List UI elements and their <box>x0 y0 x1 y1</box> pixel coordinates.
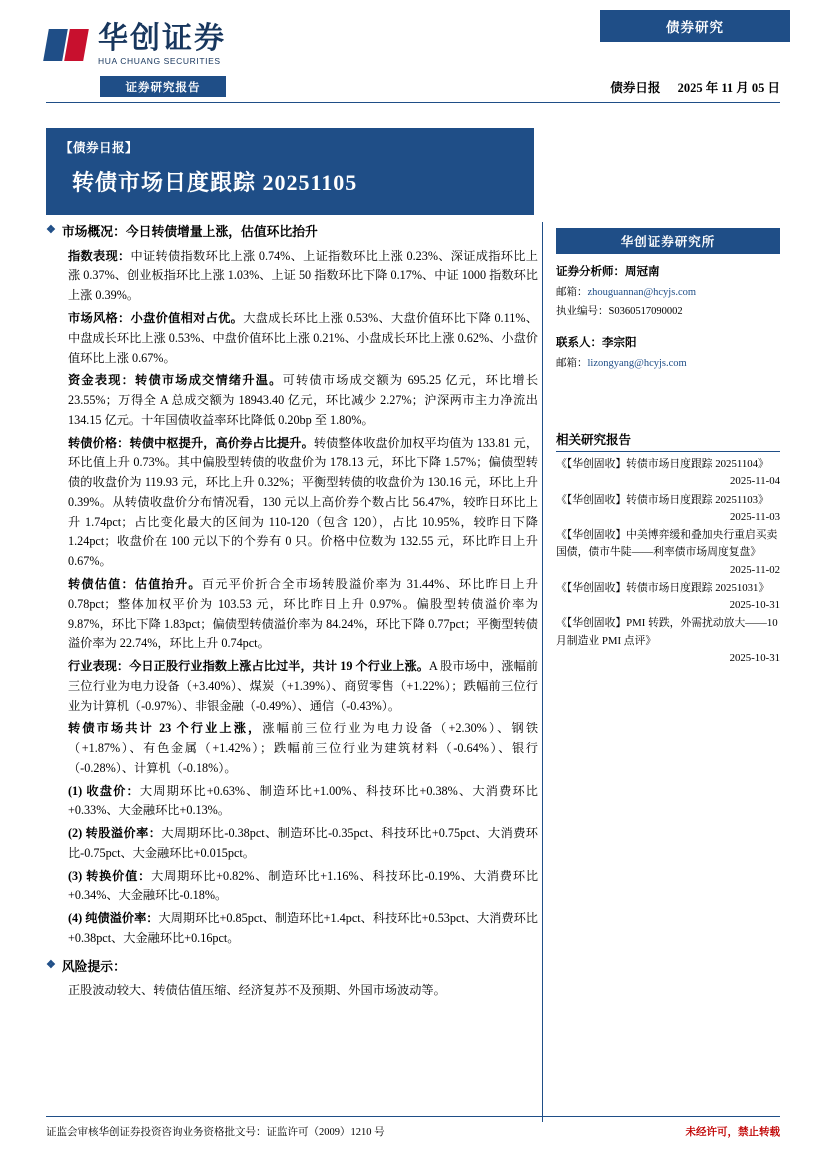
list-item[interactable] <box>556 580 780 615</box>
paragraph-text: A 股市场中，涨幅前三位行业为电力设备（+3.40%）、煤炭（+1.39%）、商贸零售（+1.22%）；跌幅前三位行业为计算机（-0.97%）、非银金融（-0.49%）、通信（-0.43%）。 <box>68 659 538 713</box>
paragraph-text: 大盘成长环比上涨 0.53%、大盘价值环比下降 0.11%、中盘成长环比上涨 0.53%、中盘价值环比上涨 0.21%、小盘成长环比上涨 0.62%、小盘价值环比上涨 0.67%。 <box>68 311 538 365</box>
paragraph-text: 百元平价折合全市场转股溢价率为 31.44%、环比昨日上升 0.78pct；整体加权平价为 103.53 元，环比昨日上升 0.97%。偏股型转债溢价率为 9.87%，环比下降 1.83pct；偏债型转债溢价率为 84.24%，环比下降 0.77pct；平衡型转债溢价率为 22.74%，环比上升 0.74pct。 <box>68 576 539 651</box>
page-title: 转债市场日度跟踪 20251105 <box>72 170 358 195</box>
section-heading-risk <box>46 957 538 978</box>
related-reports-list <box>556 456 780 668</box>
footer <box>46 1124 780 1139</box>
list-item[interactable] <box>556 615 780 667</box>
title-kicker: 【债券日报】 <box>60 141 139 155</box>
report-type-tag: 证券研究报告 <box>100 76 226 97</box>
related-report-title[interactable]: 《【华创固收】转债市场日度跟踪 20251104》 <box>556 458 769 470</box>
paragraph-item-pure-bond-premium <box>46 909 538 949</box>
analyst-email-label: 邮箱： <box>556 287 588 299</box>
logo-mark-icon <box>46 25 90 65</box>
paragraph-text: 大周期环比+0.85pct、制造环比+1.4pct、科技环比+0.53pct、大消费环比+0.38pct、大金融环比+0.16pct。 <box>68 911 538 945</box>
header-divider <box>46 102 780 103</box>
footer-divider <box>46 1116 780 1117</box>
paragraph-text: 可转债市场成交额为 695.25 亿元，环比增长 23.55%；万得全 A 总成交额为 18943.40 亿元，环比减少 2.27%；沪深两市主力净流出 134.15 亿元。十年国债收益率环比降低 0.20bp 至 1.80%。 <box>68 373 539 427</box>
analyst-license-label: 执业编号： <box>556 305 609 317</box>
list-item[interactable] <box>556 456 780 491</box>
header-category-tab: 债券研究 <box>600 10 790 42</box>
paragraph-industry-gainers <box>46 719 538 778</box>
paragraph-industry-performance <box>46 657 538 716</box>
header-doc-meta <box>596 78 780 96</box>
related-report-title[interactable]: 《【华创固收】转债市场日度跟踪 20251103》 <box>556 493 769 506</box>
title-band <box>46 128 534 215</box>
footer-license-text: 证监会审核华创证券投资咨询业务资格批文号：证监许可（2009）1210 号 <box>46 1127 385 1138</box>
paragraph-market-style <box>46 309 538 368</box>
contact-name: 联系人：李宗阳 <box>556 336 637 349</box>
paragraph-label: 转债市场共计 23 个行业上涨， <box>68 721 263 736</box>
diamond-bullet-icon: ❖ <box>46 224 56 236</box>
analyst-email-value[interactable]: zhouguannan@hcyjs.com <box>587 287 697 299</box>
list-item[interactable] <box>556 527 780 579</box>
paragraph-risk-text: 正股波动较大、转债估值压缩、经济复苏不及预期、外国市场波动等。 <box>68 983 446 998</box>
related-report-title[interactable]: 《【华创固收】PMI 转跌，外需扰动放大——10 月制造业 PMI 点评》 <box>556 617 778 647</box>
header-doc-type: 债券日报 <box>610 81 661 95</box>
logo-company-name-en: HUA CHUANG SECURITIES <box>98 56 221 66</box>
company-logo <box>46 24 226 66</box>
paragraph-item-conversion-premium <box>46 824 538 864</box>
risk-heading-text: 风险提示： <box>61 959 126 974</box>
logo-company-name-cn: 华创证券 <box>98 22 226 55</box>
paragraph-text: 转债整体收盘价加权平均值为 133.81 元，环比值上升 0.73%。其中偏股型转债的收盘价为 178.13 元，环比下降 1.57%；偏债型转债的收盘价为 119.93 元，环比上升 0.32%；平衡型转债的收盘价为 130.16 元，环比上升 0.39%。从转债收盘价分布情况看，130 元以上高价券个数占比 56.47%，较昨日环比上升 1.74pct；占比变化最大的区间为 110-120（包含 120），占比 10.95%，较昨日下降 1.24pct；收盘价在 100 元以下的个券有 0 只。价格中位数为 132.55 元，环比昨日上升 0.67%。 <box>68 435 539 569</box>
paragraph-convertible-price <box>46 434 538 572</box>
related-report-date: 2025-10-31 <box>729 599 780 612</box>
related-report-date: 2025-11-02 <box>730 563 780 576</box>
paragraph-label: 市场风格：小盘价值相对占优。 <box>68 311 244 326</box>
column-divider <box>542 222 543 1122</box>
analyst-name: 证券分析师：周冠南 <box>556 266 660 278</box>
paragraph-capital-performance <box>46 371 538 430</box>
main-content <box>46 222 538 1004</box>
section-heading-market-overview <box>46 222 538 243</box>
paragraph-label: 指数表现： <box>68 248 131 263</box>
paragraph-text: 中证转债指数环比上涨 0.74%、上证指数环比上涨 0.23%、深证成指环比上涨 0.37%、创业板指环比上涨 1.03%、上证 50 指数环比下降 0.17%、中证 1000 指数环比上涨 0.39%。 <box>68 248 538 303</box>
paragraph-item-close-price <box>46 782 538 822</box>
analyst-info-block <box>556 262 780 373</box>
contact-email-row <box>556 355 780 373</box>
section-heading-text: 市场概况：今日转债增量上涨，估值环比抬升 <box>61 225 318 239</box>
paragraph-label: (2) 转股溢价率： <box>68 826 162 841</box>
header-doc-date: 2025 年 11 月 05 日 <box>677 81 780 95</box>
analyst-email-row <box>556 284 780 302</box>
paragraph-label: (4) 纯债溢价率： <box>68 911 159 926</box>
analyst-license-value: S0360517090002 <box>608 305 683 317</box>
paragraph-text: 大周期环比-0.38pct、制造环比-0.35pct、科技环比+0.75pct、大消费环比-0.75pct、大金融环比+0.015pct。 <box>68 826 538 860</box>
paragraph-text: 大周期环比+0.63%、制造环比+1.00%、科技环比+0.38%、大消费环比+0.33%、大金融环比+0.13%。 <box>68 783 538 818</box>
paragraph-text: 大周期环比+0.82%、制造环比+1.16%、科技环比-0.19%、大消费环比+0.34%、大金融环比-0.18%。 <box>68 868 539 903</box>
footer-copyright-text: 未经许可，禁止转载 <box>685 1127 780 1138</box>
related-report-title[interactable]: 《【华创固收】中美博弈缓和叠加央行重启买卖国债，债市牛陡——利率债市场周度复盘》 <box>556 529 778 559</box>
paragraph-item-conversion-value <box>46 867 538 907</box>
diamond-bullet-icon: ❖ <box>46 958 56 971</box>
contact-email-label: 邮箱： <box>556 358 588 369</box>
paragraph-label: (3) 转换价值： <box>68 868 152 883</box>
list-item[interactable] <box>556 492 780 527</box>
analyst-license-row <box>556 303 780 321</box>
paragraph-label: 转债估值：估值抬升。 <box>68 576 202 591</box>
paragraph-label: 转债价格：转债中枢提升，高价券占比提升。 <box>68 435 314 450</box>
related-report-date: 2025-11-04 <box>730 475 780 488</box>
paragraph-valuation <box>46 575 538 654</box>
paragraph-label: (1) 收盘价： <box>68 783 140 798</box>
paragraph-label: 资金表现：转债市场成交情绪升温。 <box>68 373 283 388</box>
related-reports-heading: 相关研究报告 <box>556 430 780 452</box>
related-report-date: 2025-10-31 <box>729 651 780 664</box>
paragraph-index-performance <box>46 247 538 306</box>
paragraph-text: 涨幅前三位行业为电力设备（+2.30%）、钢铁（+1.87%）、有色金属（+1.42%）；跌幅前三位行业为建筑材料（-0.64%）、银行（-0.28%）、计算机（-0.18%）。 <box>68 721 539 775</box>
related-report-date: 2025-11-03 <box>730 510 780 523</box>
institute-band: 华创证券研究所 <box>556 228 780 254</box>
related-report-title[interactable]: 《【华创固收】转债市场日度跟踪 20251031》 <box>556 581 770 594</box>
paragraph-label: 行业表现：今日正股行业指数上涨占比过半，共计 19 个行业上涨。 <box>68 659 429 674</box>
contact-email-value[interactable]: lizongyang@hcyjs.com <box>587 358 687 369</box>
